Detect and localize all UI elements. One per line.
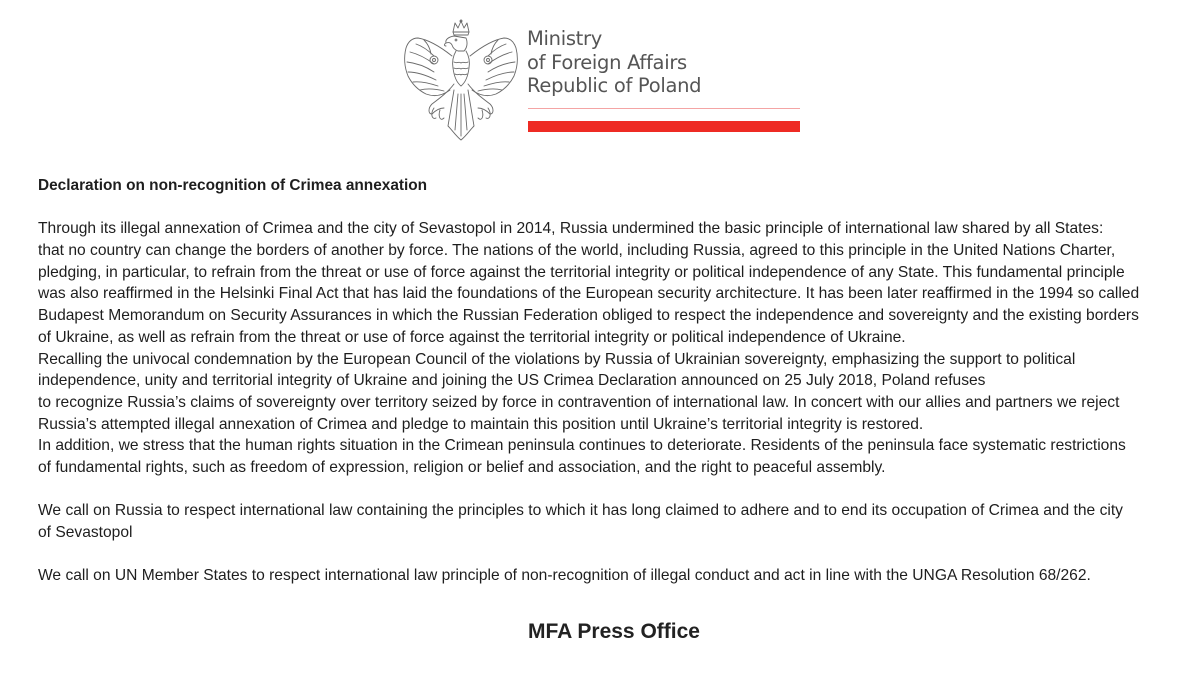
header-divider-line bbox=[528, 108, 800, 109]
paragraph-1 bbox=[38, 218, 1178, 478]
text-line: We call on Russia to respect international law containing the principles to which it has long claimed to adhere and to end its occupation of Crimea and the city bbox=[38, 502, 1123, 520]
text-line: Budapest Memorandum on Security Assurances in which the Russian Federation obliged to respect the independence and sovereignty and the existing borders bbox=[38, 307, 1139, 325]
text-line: pledging, in particular, to refrain from the threat or use of force against the territorial integrity or political independence of any State. This fundamental principle bbox=[38, 263, 1125, 281]
text-line: to recognize Russia’s claims of sovereignty over territory seized by force in contravention of international law. In concert with our allies and partners we reject bbox=[38, 393, 1120, 411]
spacer bbox=[38, 479, 1178, 501]
white-eagle-emblem-icon bbox=[398, 18, 524, 142]
text-line: Russia’s attempted illegal annexation of Crimea and pledge to maintain this position until Ukraine’s territorial integrity is restored. bbox=[38, 415, 924, 433]
text-line: that no country can change the borders of another by force. The nations of the world, including Russia, agreed to this principle in the United Nations Charter, bbox=[38, 242, 1116, 260]
paragraph-3 bbox=[38, 565, 1178, 587]
ministry-name bbox=[527, 27, 701, 98]
text-line: of fundamental rights, such as freedom of expression, religion or belief and association, and the right to peaceful assembly. bbox=[38, 458, 886, 476]
ministry-line-3: Republic of Poland bbox=[527, 74, 702, 97]
declaration-document bbox=[38, 175, 1178, 587]
text-line: Through its illegal annexation of Crimea and the city of Sevastopol in 2014, Russia undermined the basic principle of international law shared by all States: bbox=[38, 220, 1104, 238]
ministry-line-1: Ministry bbox=[527, 27, 602, 50]
text-line: of Ukraine, as well as refrain from the threat or use of force against the territorial integrity or political independence of Ukraine. bbox=[38, 328, 906, 346]
text-line: We call on UN Member States to respect international law principle of non-recognition of illegal conduct and act in line with the UNGA Resolution 68/262. bbox=[38, 567, 1091, 585]
ministry-header bbox=[398, 18, 808, 143]
signature-mfa-press-office: MFA Press Office bbox=[528, 620, 700, 643]
document-title: Declaration on non-recognition of Crimea annexation bbox=[38, 177, 428, 194]
text-line: independence, unity and territorial integrity of Ukraine and joining the US Crimea Declaration announced on 25 July 2018, Poland refuses bbox=[38, 372, 986, 390]
text-line: was also reaffirmed in the Helsinki Final Act that has laid the foundations of the European security architecture. It has been later reaffirmed in the 1994 so called bbox=[38, 285, 1140, 303]
spacer bbox=[38, 544, 1178, 566]
ministry-line-2: of Foreign Affairs bbox=[527, 50, 687, 74]
text-line: Recalling the univocal condemnation by the European Council of the violations by Russia of Ukrainian sovereignty, emphasizing the support to political bbox=[38, 350, 1076, 368]
text-line: of Sevastopol bbox=[38, 524, 133, 541]
header-red-bar bbox=[528, 121, 800, 132]
paragraph-2 bbox=[38, 500, 1178, 543]
spacer bbox=[38, 197, 1178, 219]
text-line: In addition, we stress that the human rights situation in the Crimean peninsula continues to deteriorate. Residents of the peninsula face systematic restrictions bbox=[38, 437, 1126, 455]
